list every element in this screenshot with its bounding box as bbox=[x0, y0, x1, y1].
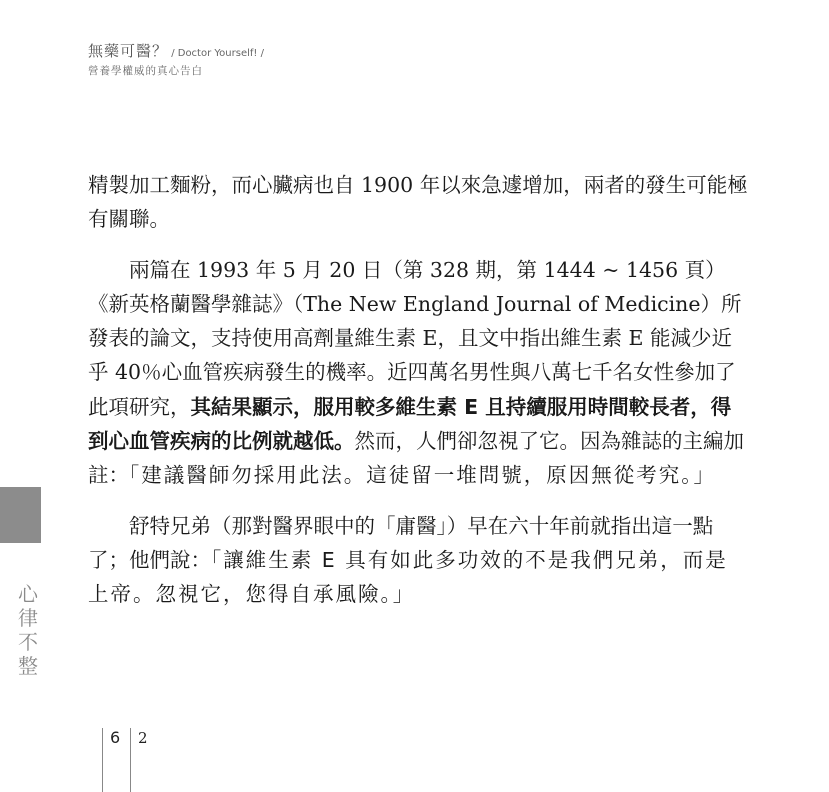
body-text bbox=[88, 168, 748, 612]
editor-quote: 「建議醫師勿採用此法。這徒留一堆問號，原因無從考究。」 bbox=[129, 463, 716, 488]
book-title: 無藥可醫？ / Doctor Yourself! / bbox=[88, 42, 264, 60]
brothers-quote: 「讓維生素 E 具有如此多功效的不是我們兄弟，而是上帝。忽視它，您得自承風險。」 bbox=[88, 547, 728, 607]
paragraph-2: 兩篇在 1993 年 5 月 20 日（第 328 期，第 1444 ~ 1456 頁）《新英格蘭醫學雜誌》（The New England Journal of Medicine）所發表的論文，支持使用高劑量維生素 E，且文中指出維生素 E 能減少近乎 40％心血管疾病發生的機率。近四萬名男性與八萬七千名女性參加了此項研究，其結果顯示，服用較多維生素 E 且持續服用時間較長者，得到心血管疾病的比例就越低。然而，人們卻忽視了它。因為雜誌的主編加註：「建議醫師勿採用此法。這徒留一堆問號，原因無從考究。」 bbox=[88, 257, 744, 488]
chapter-side-label: 心 律 不 整 bbox=[18, 582, 38, 678]
running-header bbox=[88, 40, 264, 78]
paragraph-3: 舒特兄弟（那對醫界眼中的「庸醫」）早在六十年前就指出這一點了；他們說：「讓維生素 E 具有如此多功效的不是我們兄弟，而是上帝。忽視它，您得自承風險。」 bbox=[88, 513, 728, 607]
emphasis-text: 其結果顯示，服用較多維生素 E 且持續服用時間較長者，得到心血管疾病的比例就越低。 bbox=[88, 394, 732, 454]
page-number-divider bbox=[130, 728, 131, 792]
page-number-digit: 6 bbox=[110, 728, 121, 747]
book-subtitle: 營養學權威的真心告白 bbox=[88, 65, 203, 77]
chapter-tab bbox=[0, 487, 41, 543]
paragraph-1: 精製加工麵粉，而心臟病也自 1900 年以來急遽增加，兩者的發生可能極有關聯。 bbox=[88, 173, 748, 232]
page-number-digit: 2 bbox=[138, 729, 148, 747]
page-number-divider bbox=[102, 728, 103, 792]
book-title-en: / Doctor Yourself! / bbox=[168, 48, 264, 59]
